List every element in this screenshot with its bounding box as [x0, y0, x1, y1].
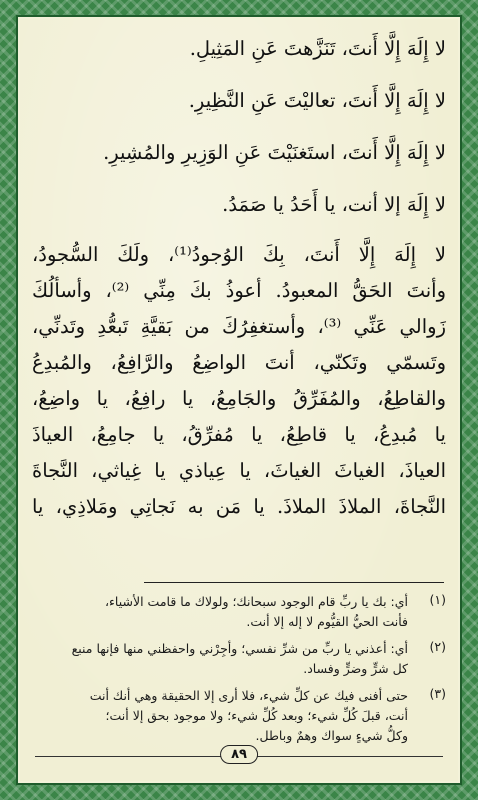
footnote-line: أنت، قبلَ كُلِّ شيء؛ وبعد كُلِّ شيء؛ ولا موجود بحق إلا أنت؛ [105, 708, 408, 723]
page-paper [20, 19, 458, 781]
paragraph-line: العياذَ، الغياثَ الغياثَ، يا عِياذي يا غِياثي، النَّجاةَ [32, 459, 446, 482]
paragraph-line: لا إِلَهَ إِلَّا أَنتَ، بِكَ الوُجودُ⁽¹⁾، ولَكَ السُّجودُ، [32, 243, 446, 266]
paragraph-line: يا مُبدِعُ، يا قاطِعُ، يا مُفرِّقُ، يا جامِعُ، العياذَ [32, 423, 446, 446]
footnote-divider [144, 582, 444, 583]
paragraph-line: وأنتَ الحَقُّ المعبودُ. أعوذُ بكَ مِنِّي ⁽²⁾، وأسألُكَ [32, 279, 447, 302]
footnote-line: أي: بك يا ربِّ قام الوجود سبحانك؛ ولولاك ما قامت الأشياء، [105, 594, 408, 609]
footnote-line: وكلُّ شيءٍ سواك وهمٌ وباطل. [255, 728, 408, 743]
verse-line: لا إِلَهَ إِلَّا أَنتَ، استَغنَيْتَ عَنِ الوَزِيرِ والمُشِيرِ. [103, 141, 446, 164]
footnote [32, 686, 446, 746]
footnote-number: (٣) [429, 686, 446, 701]
footnote-line: أي: أعذني يا ربِّ من شرِّ نفسي؛ وأجِرْني واحفظني منها فإنها منبع [71, 641, 408, 656]
paragraph-line: زَوالي عَنِّي ⁽³⁾، وأستغفِرُكَ من بَقيَّةِ تَبعُّدِ وتَدنِّي، [32, 315, 446, 338]
verse-line: لا إِلَهَ إلا أنت، يا أَحَدُ يا صَمَدُ. [222, 193, 446, 216]
footnote [32, 592, 446, 632]
footnote-number: (١) [429, 592, 446, 607]
footnote-line: حتى أفنى فيك عن كلِّ شيء، فلا أرى إلا الحقيقة وهي أنك أنت [89, 688, 408, 703]
verse-line: لا إِلَهَ إِلَّا أَنتَ، تَنَزَّهتَ عَنِ المَثِيلِ. [189, 37, 446, 60]
page-number: ٨٩ [220, 745, 258, 764]
paragraph-line: وتَسمّي وتَكنّي، أنتَ الواضِعُ والرَّافِعُ، والمُبدِعُ [32, 351, 446, 374]
footnote-number: (٢) [429, 639, 446, 654]
footnote-line: كل شرٍّ وضرٍّ وفساد. [303, 661, 408, 676]
footnote [32, 639, 446, 679]
footnotes [32, 592, 446, 753]
paragraph-line: والقاطِعُ، والمُفَرِّقُ والجَامِعُ، يا رافِعُ، يا واضِعُ، [32, 387, 446, 410]
footnote-line: فأنت الحيُّ القيُّوم لا إله إلا أنت. [246, 614, 408, 629]
paragraph-line: النَّجاةَ، الملاذَ الملاذَ. يا مَن به نَجاتِي ومَلاذِي، يا [32, 495, 446, 518]
verse-line: لا إِلَهَ إِلَّا أَنتَ، تعاليْتَ عَنِ النَّظِيرِ. [188, 89, 446, 112]
main-text [32, 23, 446, 525]
